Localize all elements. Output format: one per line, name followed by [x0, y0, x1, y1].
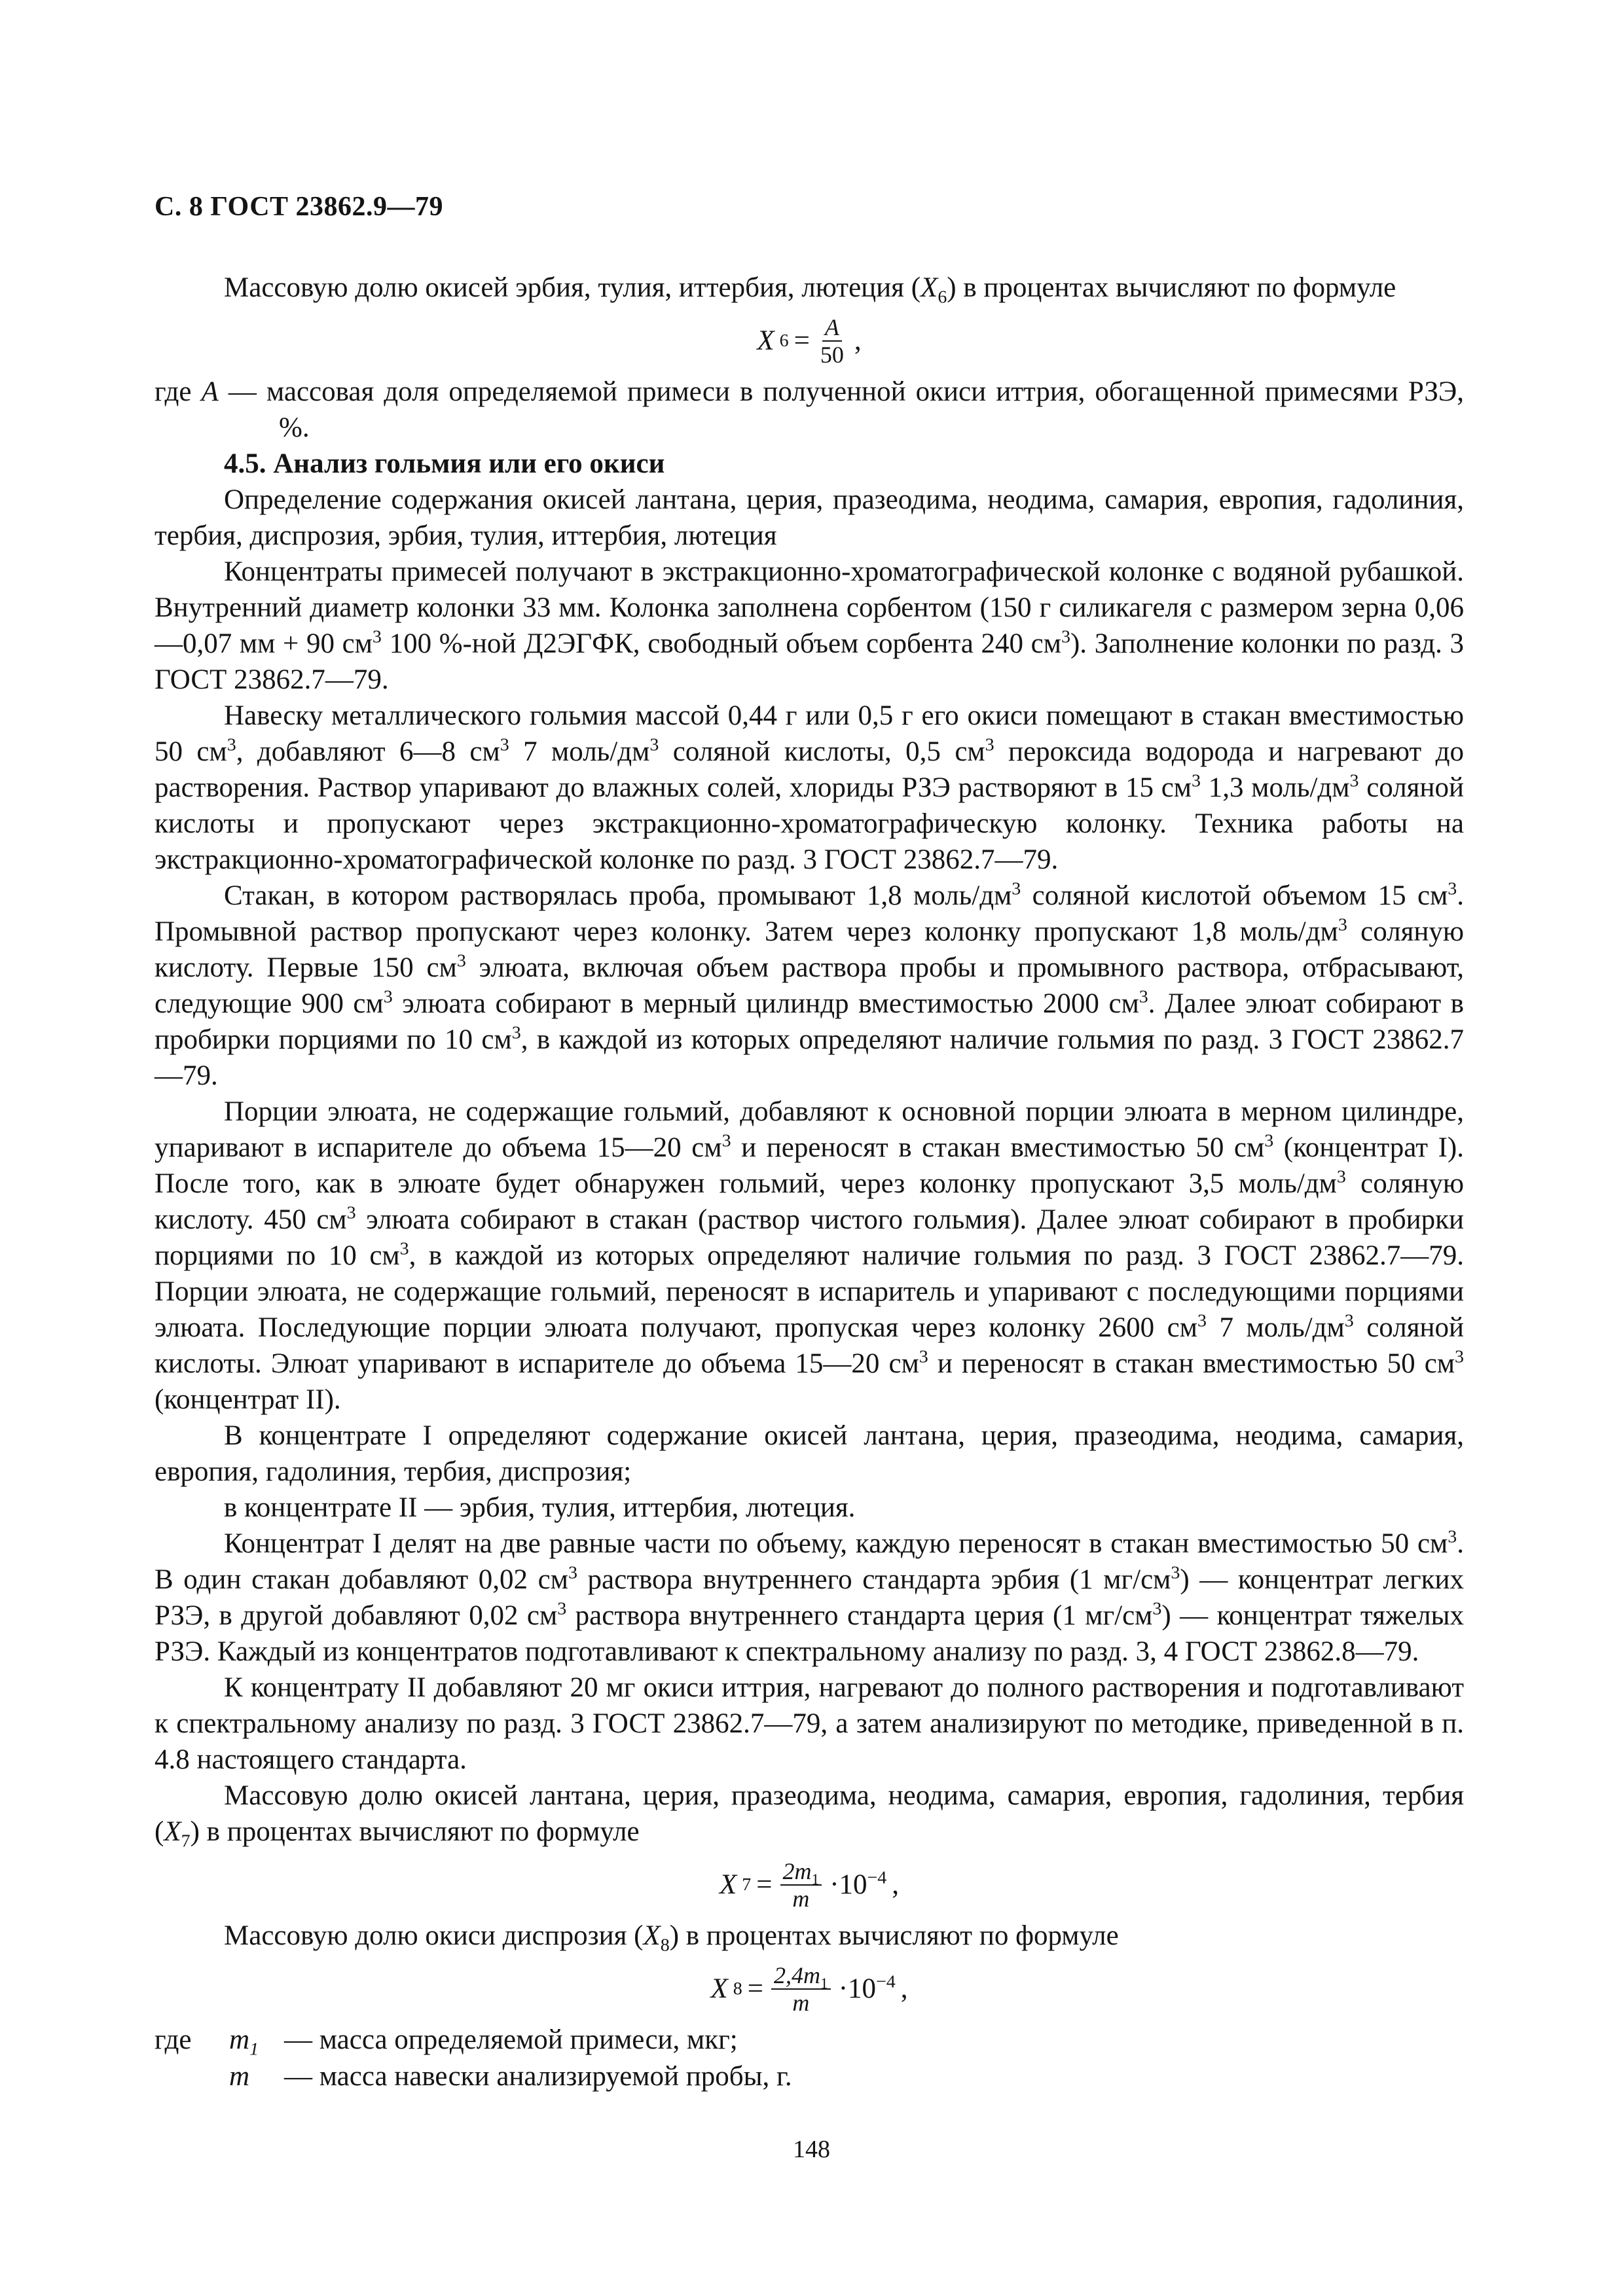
fraction: $\frac{A}{50}$	[820, 314, 844, 368]
paragraph-1: Определение содержания окисей лантана, церия, празеодима, неодима, самария, европия, гадолиния, тербия, диспрозия, эрбия, тулия, иттербия, лютеция	[155, 484, 1464, 551]
paragraph-10: Массовую долю окисей лантана, церия, празеодима, неодима, самария, европия, гадолиния, тербия $(X_7)$ в процентах вычисляют по формуле	[155, 1780, 1464, 1852]
page-header: С. 8 ГОСТ 23862.9—79	[155, 192, 444, 222]
where-a-definition: где A — массовая доля определяемой примеси в полученной окиси иттрия, обогащенной примесями РЗЭ, %.	[155, 376, 1464, 443]
formula-x7: X 7 = $\frac{2m_1}{m}$ $\cdot 10^{-4}$ ,	[719, 1858, 900, 1912]
paragraph-5: Порции элюата, не содержащие гольмий, добавляют к основной порции элюата в мерном цилиндре, упаривают в испарителе до объема 15—20 $см^3$ и переносят в стакан вместимостью 50 $см^3$ (концентрат I). После того, как в элюате будет обнаружен гольмий, через колонку пропускают 3,5 моль/$дм^3$ соляную кислоту. 450 $см^3$ элюата собирают в стакан (раствор чистого гольмия). Далее элюат собирают в пробирки порциями по 10 $см^3$, в каждой из которых определяют наличие гольмия по разд. 3 ГОСТ 23862.7—79. Порции элюата, не содержащие гольмий, переносят в испаритель и упаривают с последующими порциями элюата. Последующие порции элюата получают, пропуская через колонку 2600 $см^3$ 7 моль/$дм^3$ соляной кислоты. Элюат упаривают в испарителе до объема 15—20 $см^3$ и переносят в стакан вместимостью 50 $см^3$ (концентрат II).	[155, 1096, 1465, 1415]
fraction: $\frac{2,4m_1}{m}$	[771, 1962, 831, 2016]
paragraph-3: Навеску металлического гольмия массой 0,44 г или 0,5 г его окиси помещают в стакан вместимостью 50 $см^3$, добавляют 6—8 $см^3$ 7 моль/$дм^3$ соляной кислоты, 0,5 $см^3$ пероксида водорода и нагревают до растворения. Раствор упаривают до влажных солей, хлориды РЗЭ растворяют в 15 $см^3$ 1,3 моль/$дм^3$ соляной кислоты и пропускают через экстракционно-хроматографическую колонку. Техника работы на экстракционно-хроматографической колонке по разд. 3 ГОСТ 23862.7—79.	[155, 700, 1465, 875]
paragraph-11: Массовую долю окиси диспрозия $(X_8)$ в процентах вычисляют по формуле	[224, 1920, 1119, 1956]
legend-row-m: m — масса навески анализируемой пробы, г.	[229, 2061, 792, 2092]
paragraph-4: Стакан, в котором растворялась проба, промывают 1,8 моль/$дм^3$ соляной кислотой объемом 15 $см^3$. Промывной раствор пропускают через колонку. Затем через колонку пропускают 1,8 моль/$дм^3$ соляную кислоту. Первые 150 $см^3$ элюата, включая объем раствора пробы и промывного раствора, отбрасывают, следующие 900 $см^3$ элюата собирают в мерный цилиндр вместимостью 2000 $см^3$. Далее элюат собирают в пробирки порциями по 10 $см^3$, в каждой из которых определяют наличие гольмия по разд. 3 ГОСТ 23862.7—79.	[155, 878, 1465, 1091]
paragraph-9: К концентрату II добавляют 20 мг окиси иттрия, нагревают до полного растворения и подготавливают к спектральному анализу по разд. 3 ГОСТ 23862.7—79, а затем анализируют по методике, приведенной в п. 4.8 настоящего стандарта.	[155, 1672, 1464, 1775]
legend-row-m1: где $m_1$ — масса определяемой примеси, мкг;	[155, 2024, 738, 2060]
paragraph-8: Концентрат I делят на две равные части по объему, каждую переносят в стакан вместимостью 50 $см^3$. В один стакан добавляют 0,02 $см^3$ раствора внутреннего стандарта эрбия (1 $мг/см^3$) — концентрат легких РЗЭ, в другой добавляют 0,02 $см^3$ раствора внутреннего стандарта церия (1 $мг/см^3$) — концентрат тяжелых РЗЭ. Каждый из концентратов подготавливают к спектральному анализу по разд. 3, 4 ГОСТ 23862.8—79.	[155, 1526, 1465, 1667]
section-heading: 4.5. Анализ гольмия или его окиси	[224, 448, 665, 479]
paragraph-6: В концентрате I определяют содержание окисей лантана, церия, празеодима, неодима, самария, европия, гадолиния, тербия, диспрозия;	[155, 1420, 1464, 1487]
paragraph-7: в концентрате II — эрбия, тулия, иттербия, лютеция.	[224, 1492, 856, 1523]
fraction: $\frac{2m_1}{m}$	[780, 1858, 822, 1912]
page-number: 148	[793, 2136, 830, 2163]
page-content	[155, 270, 1464, 2095]
formula-x8: X 8 = $\frac{2,4m_1}{m}$ $\cdot 10^{-4}$ ,	[710, 1962, 908, 2016]
formula-x6: X 6 = $\frac{A}{50}$ ,	[757, 314, 862, 368]
paragraph-2: Концентраты примесей получают в экстракционно-хроматографической колонке с водяной рубашкой. Внутренний диаметр колонки 33 мм. Колонка заполнена сорбентом (150 г силикагеля с размером зерна 0,06—0,07 мм + 90 $см^3$ 100 %-ной Д2ЭГФК, свободный объем сорбента 240 $см^3$). Заполнение колонки по разд. 3 ГОСТ 23862.7—79.	[155, 556, 1465, 695]
intro-paragraph: Массовую долю окисей эрбия, тулия, иттербия, лютеция $(X_6)$ в процентах вычисляют по формуле	[224, 272, 1396, 308]
